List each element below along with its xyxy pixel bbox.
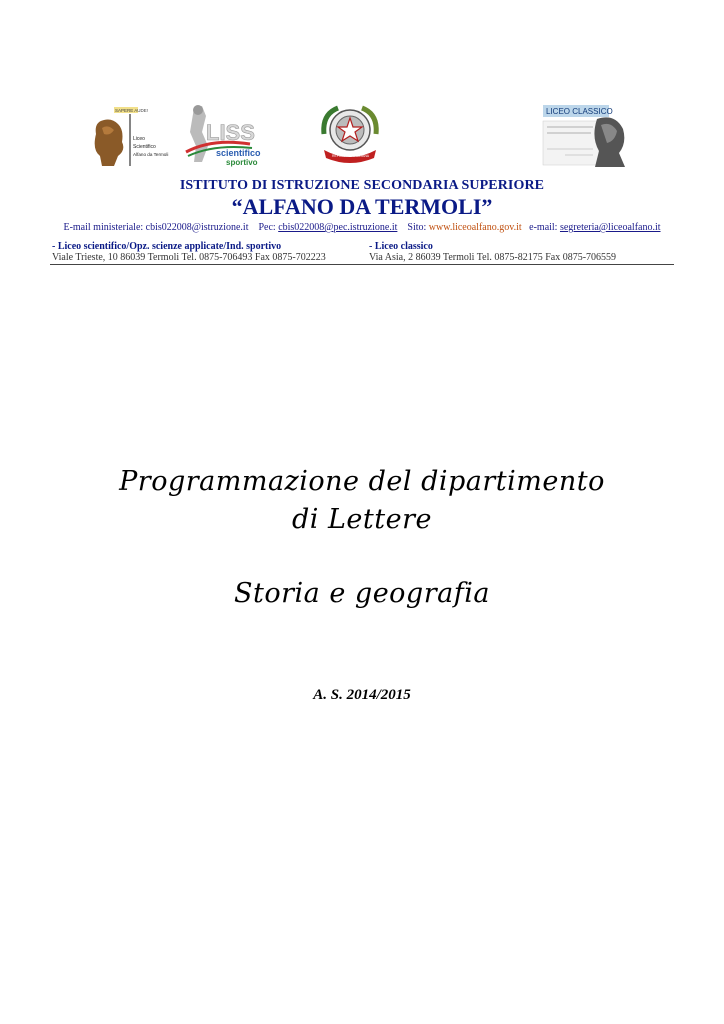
document-title-line-1: Programmazione del dipartimento: [119, 466, 605, 497]
svg-text:Alfano da Termoli: Alfano da Termoli: [133, 152, 169, 157]
svg-text:sportivo: sportivo: [226, 158, 258, 167]
classical-branch-heading: - Liceo classico: [369, 241, 433, 252]
contact-line: [0, 222, 724, 233]
svg-text:scientifico: scientifico: [216, 148, 261, 158]
scientific-branch-address: Viale Trieste, 10 86039 Termoli Tel. 0875-706493 Fax 0875-702223: [52, 252, 326, 263]
website-link[interactable]: www.liceoalfano.gov.it: [428, 222, 522, 233]
svg-text:SAPERE AUDE!: SAPERE AUDE!: [115, 108, 149, 113]
institute-type-line: ISTITUTO DI ISTRUZIONE SECONDARIA SUPERIORE: [179, 178, 545, 193]
email-label: E-mail ministeriale:: [63, 222, 144, 233]
liceo-scientifico-logo: [88, 104, 178, 170]
subject-title: Storia e geografia: [234, 578, 490, 609]
pec-email-link[interactable]: cbis022008@pec.istruzione.it: [278, 222, 398, 233]
document-title-line-2: di Lettere: [292, 504, 432, 535]
school-year: A. S. 2014/2015: [313, 687, 411, 703]
italian-republic-emblem: [318, 100, 382, 164]
institute-name: “ALFANO DA TERMOLI”: [231, 194, 493, 219]
liss-sportivo-logo: [172, 102, 270, 170]
svg-text:Liceo: Liceo: [133, 136, 145, 142]
svg-text:LICEO CLASSICO: LICEO CLASSICO: [546, 107, 613, 116]
classical-branch-info: [369, 241, 616, 263]
pec-label: Pec:: [258, 222, 276, 233]
scientific-branch-info: [52, 241, 326, 263]
header-divider: [50, 264, 674, 265]
ministerial-email-link[interactable]: cbis022008@istruzione.it: [145, 222, 249, 233]
secretariat-email-label: e-mail:: [529, 222, 558, 233]
secretariat-email-link[interactable]: segreteria@liceoalfano.it: [559, 222, 661, 233]
svg-text:REPUBBLICA ITALIANA: REPUBBLICA ITALIANA: [332, 154, 370, 158]
scientific-branch-heading: - Liceo scientifico/Opz. scienze applicate/Ind. sportivo: [52, 241, 282, 252]
svg-text:Scientifico: Scientifico: [133, 144, 156, 150]
svg-text:LISS: LISS: [206, 120, 255, 145]
site-label: Sito:: [407, 222, 427, 233]
liceo-classico-logo: [535, 103, 631, 169]
classical-branch-address: Via Asia, 2 86039 Termoli Tel. 0875-82175 Fax 0875-706559: [369, 252, 617, 263]
